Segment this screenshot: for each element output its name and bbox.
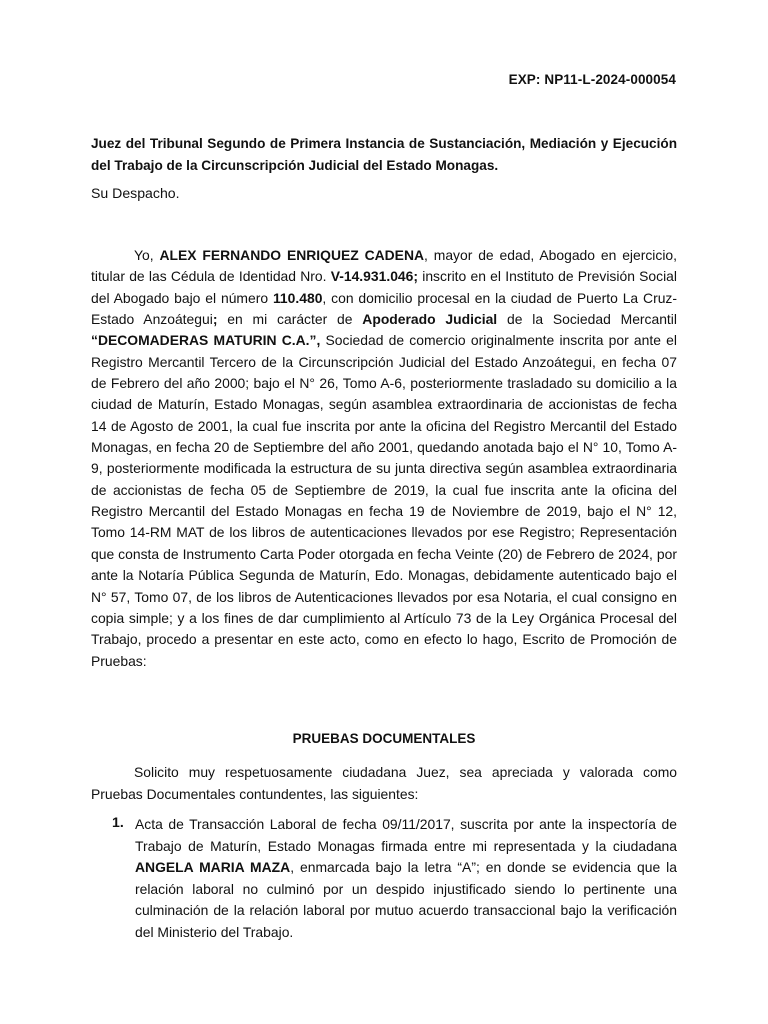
section-heading: PRUEBAS DOCUMENTALES: [292, 731, 476, 746]
item-text-a: Acta de Transacción Laboral de fecha 09/11/2017, suscrita por ante la inspectoría de Trabajo de Maturín, Estado Monagas firmada entre mi representada y la ciudadana: [135, 816, 677, 854]
case-number: EXP: NP11-L-2024-000054: [508, 72, 676, 87]
request-paragraph: [91, 762, 677, 805]
attorney-name: ALEX FERNANDO ENRIQUEZ CADENA: [159, 247, 425, 263]
salutation: Su Despacho.: [91, 185, 180, 201]
item-text-b: , enmarcada bajo la letra “A”; en donde se evidencia que la relación laboral no culminó por un despido injustificado siendo lo pertinente una culminación de la relación laboral por mutuo acuerdo transaccional bajo la verificación del Ministerio del Trabajo.: [135, 859, 677, 940]
item-number: 1.: [112, 814, 124, 830]
item-person: ANGELA MARIA MAZA: [135, 859, 291, 876]
body-text-4: , con domicilio procesal en la ciudad de Puerto La Cruz- Estado Anzoátegui: [91, 289, 677, 328]
body-paragraph: [91, 245, 677, 672]
body-text-7: Sociedad de comercio originalmente inscrita por ante el Registro Mercantil Tercero de la Circunscripción Judicial del Estado Anzoátegui, en fecha 07 de Febrero del año 2000; bajo el N° 26, Tomo A-6, posteriormente trasladado su domicilio a la ciudad de Maturín, Estado Monagas, según asamblea extraordinaria de accionistas de fecha 14 de Agosto de 2001, la cual fue inscrita por ante la oficina del Registro Mercantil del Estado Monagas, en fecha 20 de Septiembre del año 2001, quedando anotada bajo el N° 10, Tomo A-9, posteriormente modificada la estructura de su junta directiva según asamblea extraordinaria de accionistas de fecha 05 de Septiembre de 2019, la cual fue inscrita ante la oficina del Registro Mercantil del Estado Monagas en fecha 19 de Noviembre de 2019, bajo el N° 12, Tomo 14-RM MAT de los libros de autenticaciones llevados por ese Registro; Representación que consta de Instrumento Carta Poder otorgada en fecha Veinte (20) de Febrero de 2024, por ante la Notaría Pública Segunda de Maturín, Edo. Monagas, debidamente autenticado bajo el N° 57, Tomo 07, de los libros de Autenticaciones llevados por esa Notaria, el cual consigno en copia simple; y a los fines de dar cumplimiento al Artículo 73 de la Ley Orgánica Procesal del Trabajo, procedo a presentar en este acto, como en efecto lo hago, Escrito de Promoción de Pruebas:: [91, 332, 677, 669]
request-text: Solicito muy respetuosamente ciudadana Juez, sea apreciada y valorada como Pruebas Documentales contundentes, las siguientes:: [91, 764, 677, 802]
body-text-3: inscrito en el Instituto de Previsión Social del Abogado bajo el número: [91, 268, 677, 306]
body-text-5: en mi carácter de: [217, 311, 363, 328]
body-text-1: Yo,: [134, 247, 160, 263]
ipsa-number: 110.480: [272, 289, 323, 306]
company-name: “DECOMADERAS MATURIN C.A.”,: [91, 332, 321, 349]
item-text: [135, 814, 677, 944]
attorney-role: Apoderado Judicial: [362, 311, 498, 328]
cedula-number: V-14.931.046;: [330, 268, 418, 285]
addressee: Juez del Tribunal Segundo de Primera Instancia de Sustanciación, Mediación y Ejecución del Trabajo de la Circunscripción Judicial del Estado Monagas.: [91, 136, 677, 173]
body-text-6: de la Sociedad Mercantil: [497, 311, 677, 328]
body-text-2: , mayor de edad, Abogado en ejercicio, titular de las Cédula de Identidad Nro.: [91, 247, 678, 285]
semicolon: ;: [212, 311, 218, 328]
